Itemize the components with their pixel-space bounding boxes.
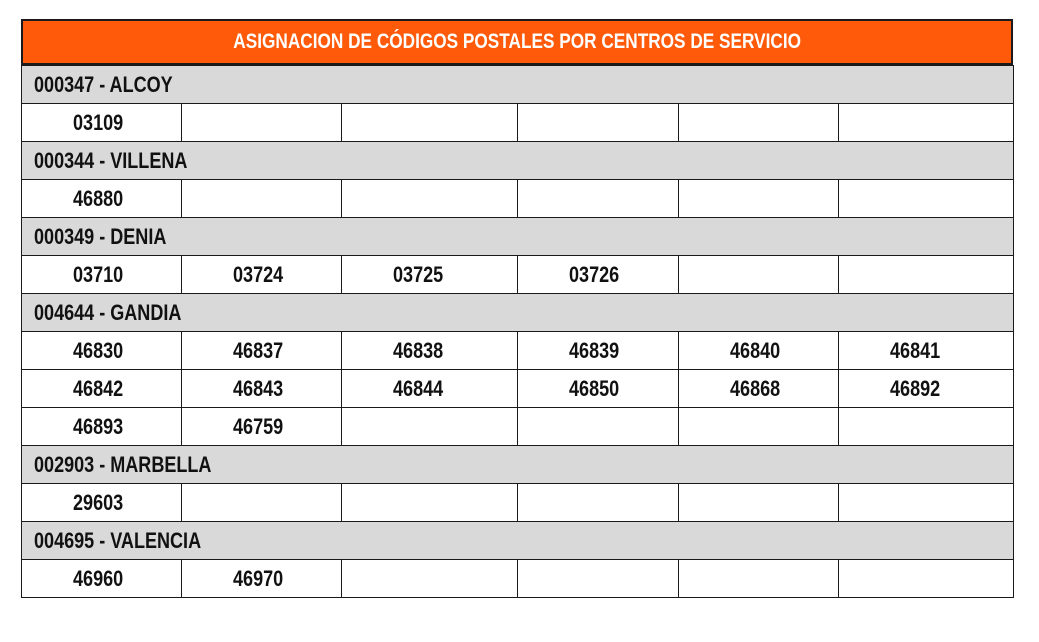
postal-code: 46830: [73, 337, 124, 363]
postal-code: 46837: [233, 337, 284, 363]
postal-code-cell: [182, 256, 342, 294]
service-center-name-cell: [22, 522, 1014, 560]
postal-code-cell: [182, 332, 342, 370]
postal-code-row: [22, 180, 1014, 218]
postal-code: 46850: [569, 375, 620, 401]
postal-code-row: [22, 560, 1014, 598]
sheet-title: ASIGNACION DE CÓDIGOS POSTALES POR CENTROS DE SERVICIO: [233, 30, 801, 53]
postal-code-cell: [342, 180, 518, 218]
service-center-name: 002903 - MARBELLA: [34, 451, 212, 477]
service-center-name: 004644 - GANDIA: [34, 299, 182, 325]
service-center-name-cell: [22, 294, 1014, 332]
postal-code-cell: [22, 332, 182, 370]
postal-code-cell: [679, 560, 839, 598]
postal-code-cell: [839, 180, 1014, 218]
postal-code-cell: [839, 104, 1014, 142]
postal-code: 46970: [233, 565, 284, 591]
postal-code-cell: [182, 180, 342, 218]
postal-code-cell: [342, 256, 518, 294]
postal-code-cell: [518, 332, 679, 370]
postal-code-row: [22, 256, 1014, 294]
postal-code: 03710: [73, 261, 124, 287]
postal-code: 46960: [73, 565, 124, 591]
postal-code-cell: [679, 180, 839, 218]
postal-code-cell: [342, 560, 518, 598]
postal-code-cell: [679, 408, 839, 446]
postal-code: 46840: [730, 337, 781, 363]
postal-code-cell: [518, 484, 679, 522]
postal-code-cell: [22, 256, 182, 294]
service-center-name: 000349 - DENIA: [34, 223, 167, 249]
service-center-row: [22, 446, 1014, 484]
postal-code-row: [22, 332, 1014, 370]
postal-code: 46841: [890, 337, 941, 363]
service-center-name: 000344 - VILLENA: [34, 147, 188, 173]
postal-code-cell: [679, 370, 839, 408]
service-center-name-cell: [22, 142, 1014, 180]
postal-code-cell: [22, 408, 182, 446]
postal-code: 46893: [73, 413, 124, 439]
postal-code-cell: [839, 560, 1014, 598]
postal-code-cell: [839, 370, 1014, 408]
service-center-row: [22, 522, 1014, 560]
postal-code: 03724: [233, 261, 284, 287]
postal-code-row: [22, 104, 1014, 142]
postal-code-cell: [679, 484, 839, 522]
postal-code-sheet: [21, 19, 1013, 598]
postal-code-cell: [22, 370, 182, 408]
postal-code-cell: [839, 332, 1014, 370]
service-center-name-cell: [22, 66, 1014, 104]
postal-code-cell: [342, 104, 518, 142]
sheet-title-bar: [21, 19, 1013, 65]
postal-code-cell: [679, 256, 839, 294]
postal-code-cell: [22, 180, 182, 218]
postal-code-cell: [518, 180, 679, 218]
postal-code-cell: [679, 104, 839, 142]
postal-code-table: [21, 65, 1014, 598]
postal-code-cell: [839, 484, 1014, 522]
service-center-row: [22, 142, 1014, 180]
postal-code-cell: [342, 370, 518, 408]
service-center-name: 000347 - ALCOY: [34, 71, 173, 97]
postal-code-cell: [518, 560, 679, 598]
postal-code-row: [22, 370, 1014, 408]
postal-code-cell: [22, 484, 182, 522]
postal-code-cell: [342, 332, 518, 370]
postal-code-cell: [839, 256, 1014, 294]
service-center-name-cell: [22, 218, 1014, 256]
postal-code-cell: [342, 484, 518, 522]
postal-code: 03726: [569, 261, 620, 287]
postal-code: 46843: [233, 375, 284, 401]
postal-code-cell: [182, 408, 342, 446]
postal-code: 03109: [73, 109, 124, 135]
postal-code-table-body: [22, 66, 1014, 598]
postal-code-cell: [182, 104, 342, 142]
postal-code-cell: [518, 370, 679, 408]
postal-code-cell: [679, 332, 839, 370]
postal-code-row: [22, 408, 1014, 446]
postal-code-cell: [182, 370, 342, 408]
postal-code: 03725: [393, 261, 444, 287]
postal-code: 46842: [73, 375, 124, 401]
postal-code-cell: [22, 560, 182, 598]
postal-code-cell: [518, 256, 679, 294]
service-center-row: [22, 66, 1014, 104]
postal-code-cell: [182, 484, 342, 522]
service-center-row: [22, 294, 1014, 332]
postal-code-cell: [518, 408, 679, 446]
postal-code-cell: [342, 408, 518, 446]
postal-code-cell: [182, 560, 342, 598]
postal-code: 46759: [233, 413, 284, 439]
postal-code: 29603: [73, 489, 124, 515]
postal-code-cell: [518, 104, 679, 142]
postal-code-row: [22, 484, 1014, 522]
postal-code-cell: [839, 408, 1014, 446]
postal-code-cell: [22, 104, 182, 142]
postal-code: 46838: [393, 337, 444, 363]
postal-code: 46844: [393, 375, 444, 401]
postal-code: 46892: [890, 375, 941, 401]
postal-code: 46839: [569, 337, 620, 363]
service-center-name-cell: [22, 446, 1014, 484]
service-center-row: [22, 218, 1014, 256]
service-center-name: 004695 - VALENCIA: [34, 527, 202, 553]
postal-code: 46880: [73, 185, 124, 211]
postal-code: 46868: [730, 375, 781, 401]
